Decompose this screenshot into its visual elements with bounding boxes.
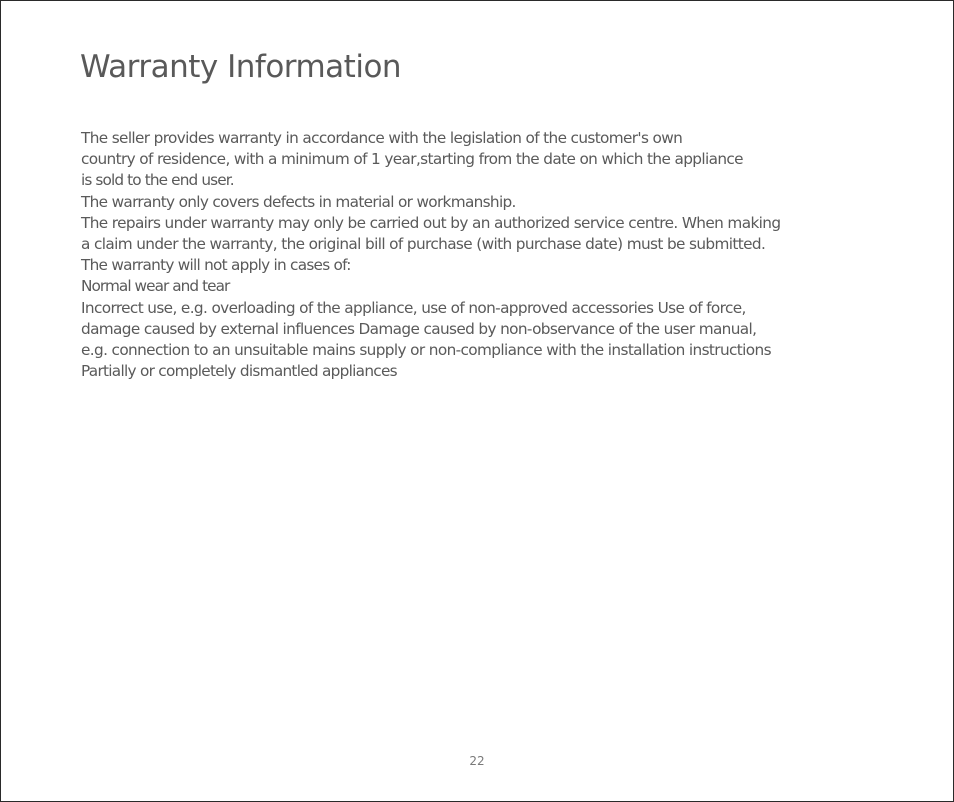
body-line: Partially or completely dismantled appliances (81, 362, 397, 381)
body-line: Incorrect use, e.g. overloading of the appliance, use of non-approved accessories Use of force, (81, 298, 746, 317)
body-line: The warranty only covers defects in material or workmanship. (81, 192, 516, 211)
body-line: damage caused by external influences Damage caused by non-observance of the user manual, (81, 319, 757, 338)
page-title: Warranty Information (80, 49, 402, 85)
page-number: 22 (469, 754, 485, 768)
body-line: e.g. connection to an unsuitable mains supply or non-compliance with the installation instructions (81, 341, 771, 360)
warranty-body (81, 128, 881, 382)
body-line: country of residence, with a minimum of 1 year,starting from the date on which the appliance (81, 150, 743, 169)
body-line: The repairs under warranty may only be carried out by an authorized service centre. When making (81, 213, 781, 232)
body-line: The seller provides warranty in accordance with the legislation of the customer's own (81, 129, 683, 147)
body-line: is sold to the end user. (81, 171, 234, 190)
body-line: a claim under the warranty, the original bill of purchase (with purchase date) must be submitted. (81, 235, 766, 254)
body-line: The warranty will not apply in cases of: (81, 256, 351, 275)
body-line: Normal wear and tear (81, 277, 230, 296)
